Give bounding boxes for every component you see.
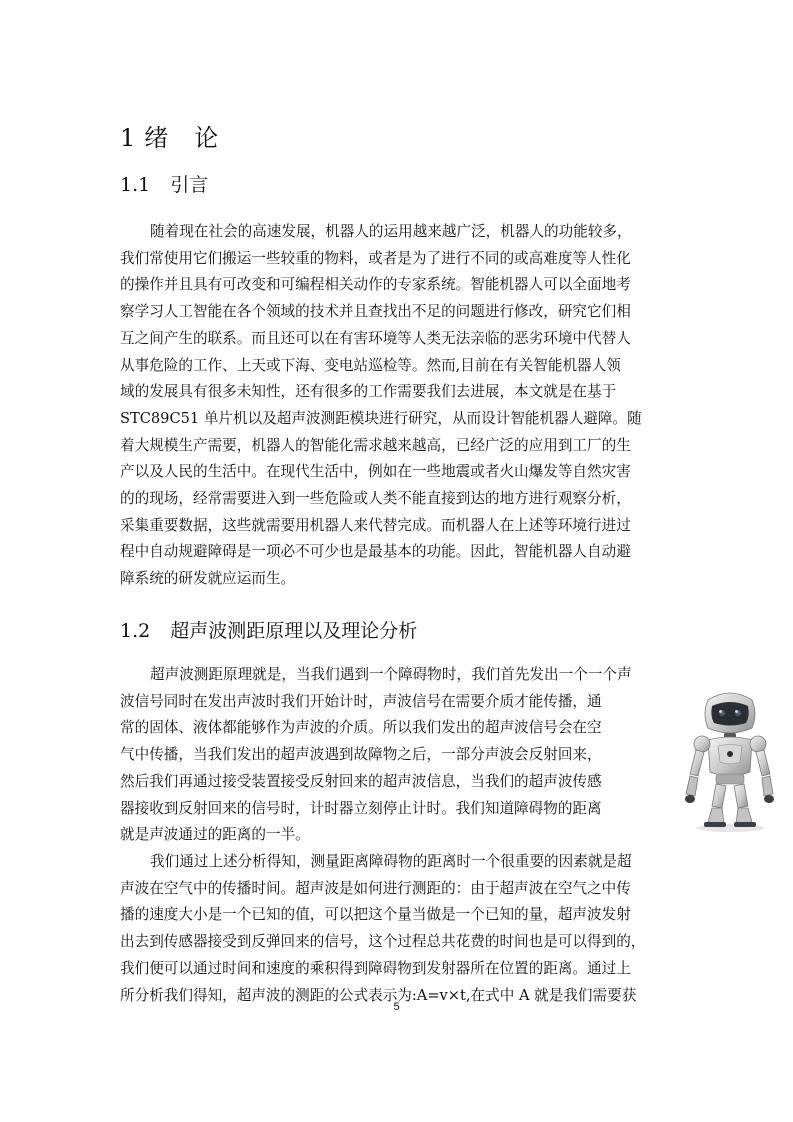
paragraph-introduction (120, 219, 673, 593)
text-line: 的操作并且具有可改变和可编程相关动作的专家系统。智能机器人可以全面地考 (120, 276, 631, 294)
text-line: 超声波测距原理就是，当我们遇到一个障碍物时，我们首先发出一个一个声 (150, 666, 632, 683)
page-number: 5 (393, 1001, 400, 1013)
section-title-1-1 (120, 170, 208, 197)
text-line: 就是声波通过的距离的一半。 (120, 826, 310, 844)
section-title-text: 超声波测距原理以及理论分析 (170, 620, 418, 642)
text-line: 我们便可以通过时间和速度的乘积得到障碍物到发射器所在位置的距离。通过上 (120, 959, 631, 977)
text-line: 从事危险的工作、上天或下海、变电站巡检等。然而,目前在有关智能机器人领 (120, 356, 621, 374)
robot-icon (678, 688, 778, 833)
text-line: 程中自动规避障碍是一项必不可少也是最基本的功能。因此，智能机器人自动避 (120, 543, 631, 561)
section-title-text: 引言 (170, 174, 209, 196)
text-line: 所分析我们得知，超声波的测距的公式表示为:A=v×t,在式中 A 就是我们需要获 (120, 986, 637, 1004)
paragraph-ranging-principle (120, 662, 673, 849)
chapter-title (120, 118, 219, 153)
text-line: 产以及人民的生活中。在现代生活中，例如在一些地震或者火山爆发等自然灾害 (120, 463, 631, 481)
chapter-number: 1 (120, 124, 137, 152)
text-line: 声波在空气中的传播时间。超声波是如何进行测距的：由于超声波在空气之中传 (120, 879, 631, 897)
text-line: STC89C51 单片机以及超声波测距模块进行研究，从而设计智能机器人避障。随 (120, 409, 642, 427)
chapter-title-text: 绪 论 (144, 124, 220, 152)
text-line: 互之间产生的联系。而且还可以在有害环境等人类无法亲临的恶劣环境中代替人 (120, 329, 631, 347)
text-line: 随着现在社会的高速发展，机器人的运用越来越广泛，机器人的功能较多， (150, 223, 632, 240)
text-line: 波信号同时在发出声波时我们开始计时，声波信号在需要介质才能传播，通 (120, 692, 602, 710)
section-number: 1.2 (120, 620, 151, 642)
text-line: 采集重要数据，这些就需要用机器人来代替完成。而机器人在上述等环境行进过 (120, 516, 631, 534)
text-line: 气中传播，当我们发出的超声波遇到故障物之后，一部分声波会反射回来， (120, 746, 602, 764)
paragraph-ranging-formula (120, 849, 673, 1009)
text-line: 器接收到反射回来的信号时，计时器立刻停止计时。我们知道障碍物的距离 (120, 799, 602, 817)
text-line: 的的现场，经常需要进入到一些危险或人类不能直接到达的地方进行观察分析， (120, 490, 631, 508)
section-title-1-2 (120, 616, 417, 643)
text-line: 我们通过上述分析得知，测量距离障碍物的距离时一个很重要的因素就是超 (150, 853, 632, 870)
text-line: 障系统的研发就应运而生。 (120, 570, 296, 588)
section-number: 1.1 (120, 174, 151, 196)
text-line: 播的速度大小是一个已知的值，可以把这个量当做是一个已知的量，超声波发射 (120, 906, 631, 924)
text-line: 我们常使用它们搬运一些较重的物料，或者是为了进行不同的或高难度等人性化 (120, 249, 631, 267)
text-line: 然后我们再通过接受装置接受反射回来的超声波信息，当我们的超声波传感 (120, 772, 602, 790)
text-line: 察学习人工智能在各个领域的技术并且查找出不足的问题进行修改，研究它们相 (120, 303, 631, 321)
text-line: 域的发展具有很多未知性，还有很多的工作需要我们去进展，本文就是在基于 (120, 383, 617, 401)
text-line: 着大规模生产需要，机器人的智能化需求越来越高，已经广泛的应用到工厂的生 (120, 436, 631, 454)
text-line: 出去到传感器接受到反弹回来的信号，这个过程总共花费的时间也是可以得到的， (120, 933, 646, 951)
text-line: 常的固体、液体都能够作为声波的介质。所以我们发出的超声波信号会在空 (120, 719, 602, 737)
